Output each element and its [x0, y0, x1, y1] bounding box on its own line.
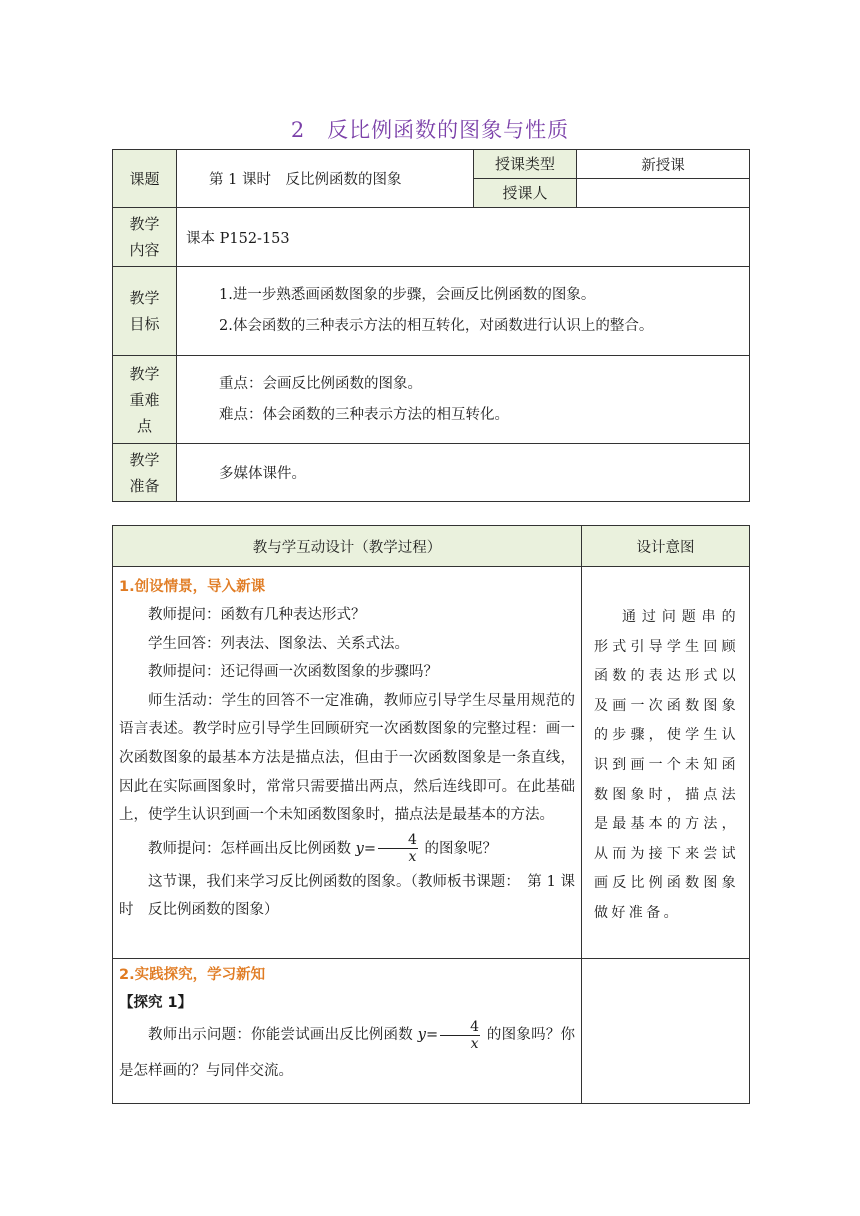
prep-value: 多媒体课件。 [177, 444, 750, 502]
key-label: 教学 重难 点 [113, 356, 177, 444]
course-value: 第 1 课时 反比例函数的图象 [177, 150, 474, 208]
section-1-heading: 1.创设情景，导入新课 [119, 579, 266, 595]
course-label: 课题 [113, 150, 177, 208]
section-2-heading: 2.实践探究，学习新知 [119, 967, 266, 983]
key-line: 难点：体会函数的三种表示方法的相互转化。 [219, 406, 509, 423]
goal-line: 2.体会函数的三种表示方法的相互转化，对函数进行认识上的整合。 [219, 318, 654, 334]
prep-label: 教学 准备 [113, 444, 177, 502]
paragraph: 这节课，我们来学习反比例函数的图象。（教师板书课题： 第 1 课时 反比例函数的图象） [119, 873, 575, 919]
lesson-info-table [112, 149, 750, 502]
key-value [177, 356, 750, 444]
paragraph: 学生回答：列表法、图象法、关系式法。 [148, 635, 409, 652]
design-intent: 通过问题串的形式引导学生回顾函数的表达形式以及画一次函数图象的步骤，使学生认识到画一个未知函数图象时，描点法是最基本的方法，从而为接下来尝试画反比例函数图象做好准备。 [582, 567, 750, 959]
paragraph: 教师提问：函数有几种表达形式？ [148, 607, 366, 623]
explore-1-label: 【探究 1】 [119, 995, 193, 1011]
teacher-label: 授课人 [474, 179, 577, 208]
paragraph: 师生活动：学生的回答不一定准确，教师应引导学生尽量用规范的语言表述。教学时应引导学生回顾研究一次函数图象的完整过程：画一次函数图象的最基本方法是描点法，但由于一次函数图象是一条直线，因此在实际画图象时，常常只需要描出两点，然后连线即可。在此基础上，使学生认识到画一个未知函数图象时，描点法是最基本的方法。 [119, 692, 575, 824]
empty-intent-cell [582, 959, 750, 1104]
teaching-process-table [112, 525, 750, 1104]
type-label: 授课类型 [474, 150, 577, 179]
section-1-cell [113, 567, 582, 959]
goal-line: 1.进一步熟悉画函数图象的步骤，会画反比例函数的图象。 [219, 287, 596, 303]
formula: y= $\frac{4}{x}$ [417, 1018, 480, 1052]
goal-value [177, 267, 750, 356]
goal-label: 教学 目标 [113, 267, 177, 356]
paragraph-with-formula: 教师出示问题：你能尝试画出反比例函数 y= $\frac{4}{x}$ 的图象吗？你是怎样画的？与同伴交流。 [119, 1018, 576, 1079]
process-header: 教与学互动设计（教学过程） [113, 526, 582, 567]
teacher-value [577, 179, 750, 208]
paragraph: 教师提问：还记得画一次函数图象的步骤吗？ [148, 664, 438, 681]
key-line: 重点：会画反比例函数的图象。 [219, 375, 422, 392]
section-2-cell [113, 959, 582, 1104]
page-title: 2 反比例函数的图象与性质 [290, 118, 570, 142]
intent-header: 设计意图 [582, 526, 750, 567]
content-label: 教学 内容 [113, 208, 177, 267]
type-value: 新授课 [577, 150, 750, 179]
content-value: 课本 P152-153 [177, 208, 750, 267]
formula: y= $\frac{4}{x}$ [355, 832, 417, 866]
paragraph-with-formula: 教师提问：怎样画出反比例函数 y= $\frac{4}{x}$ 的图象呢？ [148, 832, 497, 866]
